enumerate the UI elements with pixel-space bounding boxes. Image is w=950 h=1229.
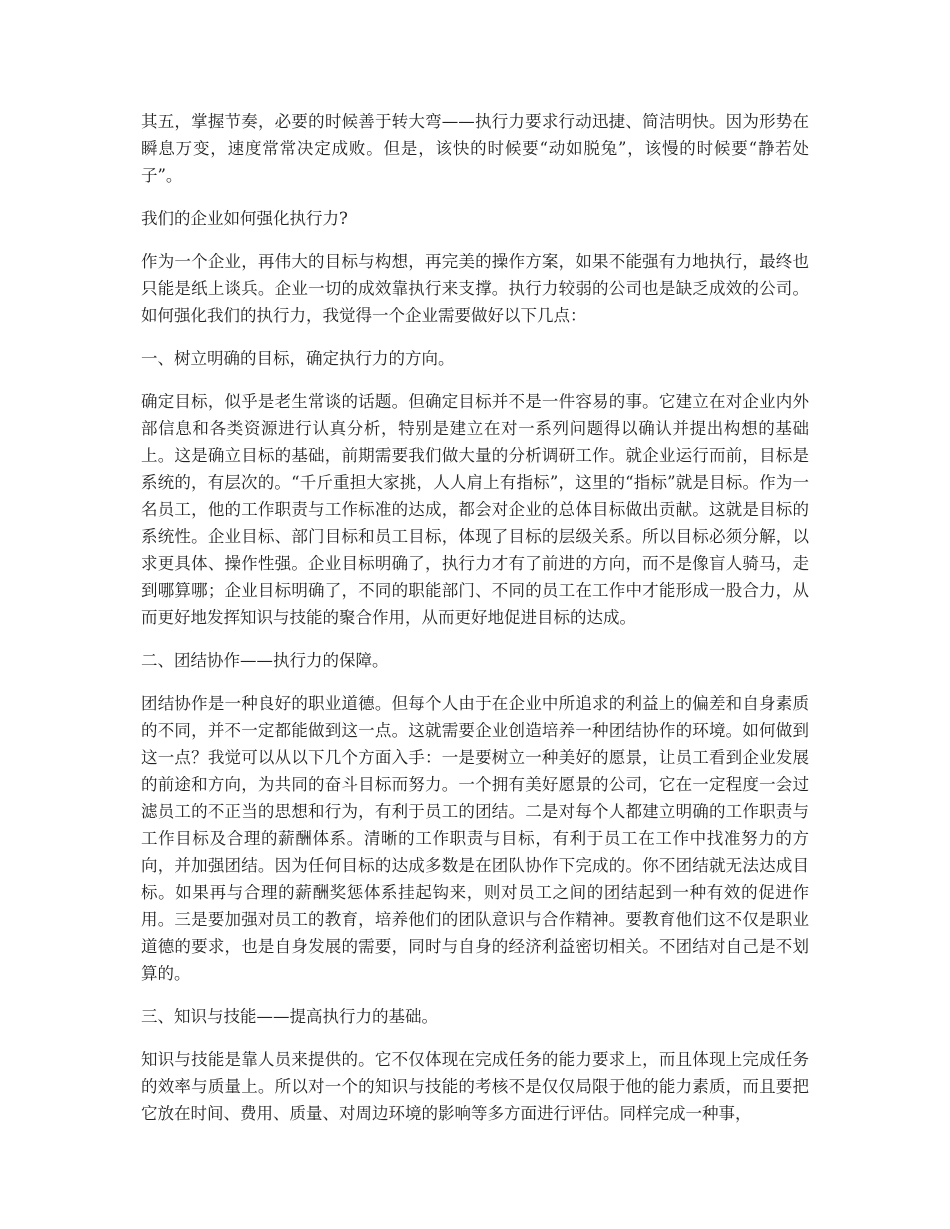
paragraph-goals: 确定目标，似乎是老生常谈的话题。但确定目标并不是一件容易的事。它建立在对企业内外部信息和各类资源进行认真分析，特别是建立在对一系列问题得以确认并提出构想的基础上。这是确立目标的基础，前期需要我们做大量的分析调研工作。就企业运行而前，目标是系统的，有层次的。“千斤重担大家挑，人人肩上有指标”，这里的“指标”就是目标。作为一名员工，他的工作职责与工作标准的达成，都会对企业的总体目标做出贡献。这就是目标的系统性。企业目标、部门目标和员工目标，体现了目标的层级关系。所以目标必须分解，以求更具体、操作性强。企业目标明确了，执行力才有了前进的方向，而不是像盲人骑马，走到哪算哪；企业目标明确了，不同的职能部门、不同的员工在工作中才能形成一股合力，从而更好地发挥知识与技能的聚合作用，从而更好地促进目标的达成。 (141, 392, 809, 627)
document-body (141, 108, 809, 1143)
section-question: 我们的企业如何强化执行力? (141, 209, 348, 228)
paragraph-rhythm: 其五，掌握节奏，必要的时候善于转大弯——执行力要求行动迅捷、简洁明快。因为形势在瞬息万变，速度常常决定成败。但是，该快的时候要“动如脱兔”，该慢的时候要“静若处子”。 (141, 112, 809, 185)
paragraph-knowledge: 知识与技能是靠人员来提供的。它不仅体现在完成任务的能力要求上，而且体现上完成任务的效率与质量上。所以对一个的知识与技能的考核不是仅仅局限于他的能力素质，而且要把它放在时间、费用、质量、对周边环境的影响等多方面进行评估。同样完成一种事， (141, 1050, 809, 1123)
paragraph-intro: 作为一个企业，再伟大的目标与构想，再完美的操作方案，如果不能强有力地执行，最终也只能是纸上谈兵。企业一切的成效靠执行来支撑。执行力较弱的公司也是缺乏成效的公司。如何强化我们的执行力，我觉得一个企业需要做好以下几点： (141, 252, 809, 325)
heading-teamwork: 二、团结协作——执行力的保障。 (141, 651, 389, 670)
heading-goals: 一、树立明确的目标，确定执行力的方向。 (141, 349, 455, 368)
heading-knowledge: 三、知识与技能——提高执行力的基础。 (141, 1007, 438, 1026)
paragraph-teamwork: 团结协作是一种良好的职业道德。但每个人由于在企业中所追求的利益上的偏差和自身素质的不同，并不一定都能做到这一点。这就需要企业创造培养一种团结协作的环境。如何做到这一点？我觉可以从以下几个方面入手：一是要树立一种美好的愿景，让员工看到企业发展的前途和方向，为共同的奋斗目标而努力。一个拥有美好愿景的公司，它在一定程度一会过滤员工的不正当的思想和行为，有利于员工的团结。二是对每个人都建立明确的工作职责与工作目标及合理的薪酬体系。清晰的工作职责与目标，有利于员工在工作中找准努力的方向，并加强团结。因为任何目标的达成多数是在团队协作下完成的。你不团结就无法达成目标。如果再与合理的薪酬奖惩体系挂起钩来，则对员工之间的团结起到一种有效的促进作用。三是要加强对员工的教育，培养他们的团队意识与合作精神。要教育他们这不仅是职业道德的要求，也是自身发展的需要，同时与自身的经济利益密切相关。不团结对自己是不划算的。 (141, 694, 809, 983)
